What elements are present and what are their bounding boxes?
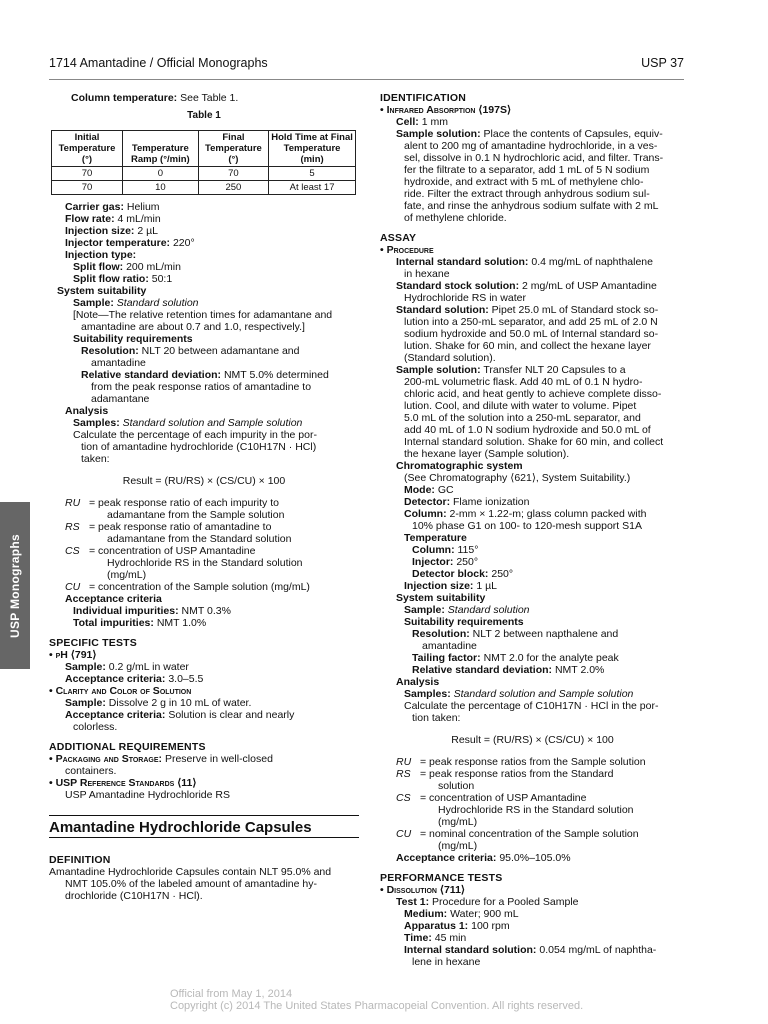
paragraph-label: Standard solution: <box>396 304 489 316</box>
chromatographic-heading: Chromatographic system <box>396 460 523 472</box>
internal-standard-cont: in hexane <box>404 268 450 280</box>
r-suitability-heading: Suitability requirements <box>404 616 524 628</box>
mode-line: Mode: GC <box>404 484 454 496</box>
definition-text: = concentration of USP Amantadine <box>89 545 256 557</box>
definition-line-1: Amantadine Hydrochloride Capsules contain NLT 95.0% and <box>49 866 332 878</box>
paragraph-line <box>380 152 685 164</box>
paragraph-line <box>380 304 685 316</box>
paragraph-text: (Standard solution). <box>404 352 496 364</box>
paragraph-line <box>380 436 685 448</box>
resolution-cont: amantadine <box>91 357 146 369</box>
paragraph-text: sel, dissolve in 0.1 N hydrochloric acid, and filter. Trans- <box>404 152 664 164</box>
r-rsd: Relative standard deviation: NMT 2.0% <box>412 664 605 676</box>
definition-heading: DEFINITION <box>49 854 111 866</box>
footer <box>170 988 583 1012</box>
definition-symbol: CS <box>396 792 411 804</box>
r-samples: Samples: Standard solution and Sample solution <box>404 688 634 700</box>
paragraph-label: Sample solution: <box>396 128 481 140</box>
table-header-cell: Initial Temperature (°) <box>52 131 123 167</box>
table-row <box>52 167 356 181</box>
definition-symbol: CU <box>65 581 81 593</box>
definition-text: = peak response ratio of amantadine to <box>89 521 272 533</box>
test1-line: Test 1: Procedure for a Pooled Sample <box>396 896 579 908</box>
paragraph-text: ride. Filter the extract through anhydrous sodium sul- <box>404 188 650 200</box>
table-header-cell: Hold Time at Final Temperature (min) <box>269 131 356 167</box>
paragraph-text: fer the filtrate to a separator, add 1 mL of 5 N sodium <box>404 164 650 176</box>
definition-text-cont: adamantane from the Standard solution <box>107 533 292 545</box>
param-value: 4 mL/min <box>117 213 161 225</box>
definition-item <box>380 768 685 792</box>
definition-item <box>49 521 359 545</box>
paragraph-text: alent to 200 mg of amantadine hydrochloride, in a ves- <box>404 140 658 152</box>
clarity-acceptance-cont: colorless. <box>73 721 118 733</box>
paragraph-text: add 40 mL of 1.0 N sodium hydroxide and 50.0 mL of <box>404 424 651 436</box>
calc-line-3: taken: <box>81 453 110 465</box>
tailing-factor: Tailing factor: NMT 2.0 for the analyte peak <box>412 652 619 664</box>
definition-text-cont: Hydrochloride RS in the Standard solution <box>438 804 634 816</box>
paragraph-text: Transfer NLT 20 Capsules to a <box>483 364 626 376</box>
definition-symbol: RS <box>396 768 411 780</box>
ph-sample: Sample: 0.2 g/mL in water <box>65 661 189 673</box>
param-line <box>49 225 359 237</box>
paragraph-line <box>380 412 685 424</box>
resolution-line: Resolution: NLT 20 between adamantane and <box>81 345 300 357</box>
paragraph-line <box>380 364 685 376</box>
definition-text-cont: (mg/mL) <box>107 569 147 581</box>
apparatus-line: Apparatus 1: 100 rpm <box>404 920 510 932</box>
paragraph-line <box>380 352 685 364</box>
definition-text: = peak response ratios from the Sample solution <box>420 756 646 768</box>
definition-text: = nominal concentration of the Sample solution <box>420 828 639 840</box>
definition-text-cont: Hydrochloride RS in the Standard solution <box>107 557 303 569</box>
suitability-requirements: Suitability requirements <box>73 333 193 345</box>
rsd-cont-1: from the peak response ratios of amantadine to <box>91 381 312 393</box>
note-line-1: [Note—The relative retention times for adamantane and <box>73 309 333 321</box>
table-cell: 70 <box>198 167 268 181</box>
standard-stock-line: Standard stock solution: 2 mg/mL of USP Amantadine <box>396 280 657 292</box>
temp-column: Column: 115° <box>412 544 479 556</box>
paragraph-text: of methylene chloride. <box>404 212 507 224</box>
definition-item <box>49 497 359 521</box>
paragraph-line <box>380 200 685 212</box>
paragraph-line <box>380 140 685 152</box>
table-cell: 5 <box>269 167 356 181</box>
definition-text: = peak response ratios from the Standard <box>420 768 614 780</box>
paragraph-text: 5.0 mL of the solution into a 250-mL separator, and <box>404 412 641 424</box>
paragraph-text: the hexane layer (Sample solution). <box>404 448 570 460</box>
monograph-rule-top <box>49 815 359 816</box>
right-column <box>380 92 685 968</box>
paragraph-text: 200-mL volumetric flask. Add 40 mL of 0.1 N hydro- <box>404 376 643 388</box>
additional-requirements-heading: ADDITIONAL REQUIREMENTS <box>49 741 206 753</box>
samples-line: Samples: Standard solution and Sample solution <box>73 417 303 429</box>
paragraph-text: lution into a 250-mL separator, and add 25 mL of 2.0 N <box>404 316 658 328</box>
paragraph-text: Internal standard solution. Shake for 60 min, and collect <box>404 436 664 448</box>
r-calc-1: Calculate the percentage of C10H17N · HCl in the por- <box>404 700 659 712</box>
dissolution-heading: • Dissolution ⟨711⟩ <box>380 884 466 896</box>
note-line-2: amantadine are about 0.7 and 1.0, respectively.] <box>81 321 305 333</box>
table-cell: 0 <box>122 167 198 181</box>
paragraph-text: hydroxide, and extract with 5 mL of methylene chlo- <box>404 176 644 188</box>
paragraph-line <box>380 188 685 200</box>
table-row <box>52 181 356 195</box>
analysis-heading: Analysis <box>65 405 109 417</box>
rsd-line: Relative standard deviation: NMT 5.0% determined <box>81 369 329 381</box>
detector-line: Detector: Flame ionization <box>404 496 530 508</box>
definition-item <box>380 756 685 768</box>
definition-line-3: drochloride (C10H17N · HCl). <box>65 890 203 902</box>
chromatographic-see: (See Chromatography ⟨621⟩, System Suitability.) <box>404 472 631 484</box>
definition-symbol: RU <box>396 756 412 768</box>
table-cell: 10 <box>122 181 198 195</box>
param-line <box>49 261 359 273</box>
monograph-title: Amantadine Hydrochloride Capsules <box>49 819 312 836</box>
definition-item <box>380 792 685 828</box>
r-acceptance: Acceptance criteria: 95.0%–105.0% <box>396 852 571 864</box>
section-tab: USP Monographs <box>0 502 30 669</box>
temp-detector: Detector block: 250° <box>412 568 514 580</box>
d-internal-standard-cont: lene in hexane <box>412 956 481 968</box>
sample-line: Sample: Standard solution <box>73 297 199 309</box>
reference-standards-value: USP Amantadine Hydrochloride RS <box>65 789 230 801</box>
time-line: Time: 45 min <box>404 932 467 944</box>
paragraph-text: lution. Cool, and dilute with water to volume. Pipet <box>404 400 637 412</box>
performance-heading: PERFORMANCE TESTS <box>380 872 503 884</box>
definition-text: = concentration of USP Amantadine <box>420 792 587 804</box>
medium-line: Medium: Water; 900 mL <box>404 908 519 920</box>
param-value: 220° <box>172 237 195 249</box>
param-value: 200 mL/min <box>126 261 181 273</box>
paragraph-line <box>380 128 685 140</box>
column-temperature-line: Column temperature: See Table 1. <box>71 92 239 104</box>
procedure-heading: • Procedure <box>380 244 434 256</box>
param-line <box>49 285 359 297</box>
definition-text: = peak response ratio of each impurity to <box>89 497 279 509</box>
clarity-acceptance: Acceptance criteria: Solution is clear and nearly <box>65 709 295 721</box>
r-calc-2: tion taken: <box>412 712 461 724</box>
r-analysis-heading: Analysis <box>396 676 440 688</box>
r-result-formula: Result = (RU/RS) × (CS/CU) × 100 <box>451 734 614 746</box>
left-column <box>49 92 359 902</box>
assay-heading: ASSAY <box>380 232 417 244</box>
definition-item <box>49 545 359 581</box>
paragraph-line <box>380 448 685 460</box>
paragraph-text: Pipet 25.0 mL of Standard stock so- <box>491 304 659 316</box>
definition-item <box>380 828 685 852</box>
definition-line-2: NMT 105.0% of the labeled amount of amantadine hy- <box>65 878 317 890</box>
paragraph-line <box>380 316 685 328</box>
definition-symbol: RU <box>65 497 81 509</box>
paragraph-text: lution. Shake for 60 min, and collect the hexane layer <box>404 340 651 352</box>
param-label: Injection type: <box>65 249 137 261</box>
param-label: Split flow: <box>73 261 124 273</box>
paragraph-line <box>380 376 685 388</box>
paragraph-text: chloric acid, and heat gently to achieve complete disso- <box>404 388 662 400</box>
definition-symbol: CS <box>65 545 80 557</box>
param-line <box>49 213 359 225</box>
individual-impurities: Individual impurities: NMT 0.3% <box>73 605 231 617</box>
paragraph-text: fate, and rinse the anhydrous sodium sulfate with 2 mL <box>404 200 659 212</box>
total-impurities: Total impurities: NMT 1.0% <box>73 617 207 629</box>
definition-symbol: RS <box>65 521 80 533</box>
result-formula: Result = (RU/RS) × (CS/CU) × 100 <box>122 475 286 487</box>
paragraph-label: Sample solution: <box>396 364 481 376</box>
table-cell: 250 <box>198 181 268 195</box>
identification-heading: IDENTIFICATION <box>380 92 467 104</box>
param-label: Injection size: <box>65 225 135 237</box>
param-line <box>49 273 359 285</box>
system-suitability-heading: System suitability <box>396 592 486 604</box>
temp-injector: Injector: 250° <box>412 556 479 568</box>
paragraph-text: Place the contents of Capsules, equiv- <box>483 128 663 140</box>
running-header-left: 1714 Amantadine / Official Monographs <box>49 56 268 70</box>
r-resolution-cont: amantadine <box>422 640 477 652</box>
infrared-heading: • Infrared Absorption ⟨197S⟩ <box>380 104 512 116</box>
calc-line-2: tion of amantadine hydrochloride (C10H17N · HCl) <box>81 441 317 453</box>
r-resolution: Resolution: NLT 2 between napthalene and <box>412 628 619 640</box>
definition-text-cont: solution <box>438 780 475 792</box>
paragraph-line <box>380 424 685 436</box>
packaging-cont: containers. <box>65 765 117 777</box>
clarity-sample: Sample: Dissolve 2 g in 10 mL of water. <box>65 697 252 709</box>
d-internal-standard: Internal standard solution: 0.054 mg/mL of naphtha- <box>404 944 657 956</box>
paragraph-line <box>380 340 685 352</box>
table-header-cell: Temperature Ramp (°/min) <box>122 131 198 167</box>
definition-text: = concentration of the Sample solution (mg/mL) <box>89 581 310 593</box>
running-header-right: USP 37 <box>641 56 684 70</box>
definition-symbol: CU <box>396 828 412 840</box>
column-line: Column: 2-mm × 1.22-m; glass column packed with <box>404 508 647 520</box>
paragraph-line <box>380 164 685 176</box>
table-caption: Table 1 <box>187 110 221 121</box>
injection-size: Injection size: 1 µL <box>404 580 498 592</box>
paragraph-text: sodium hydroxide and 50.0 mL of Internal standard so- <box>404 328 659 340</box>
param-label: Carrier gas: <box>65 201 124 213</box>
table-cell: 70 <box>52 167 123 181</box>
param-label: Split flow ratio: <box>73 273 149 285</box>
paragraph-line <box>380 212 685 224</box>
footer-line-2: Copyright (c) 2014 The United States Pharmacopeial Convention. All rights reserved. <box>170 1000 584 1012</box>
paragraph-line <box>380 388 685 400</box>
temperature-table <box>51 130 356 195</box>
param-value: 50:1 <box>151 273 173 285</box>
standard-stock-cont: Hydrochloride RS in water <box>404 292 526 304</box>
footer-line-1: Official from May 1, 2014 <box>170 988 293 1000</box>
specific-tests-heading: SPECIFIC TESTS <box>49 637 137 649</box>
param-label: Flow rate: <box>65 213 115 225</box>
r-sample-line: Sample: Standard solution <box>404 604 530 616</box>
clarity-heading: • Clarity and Color of Solution <box>49 685 192 697</box>
param-line <box>49 201 359 213</box>
table-cell: 70 <box>52 181 123 195</box>
acceptance-criteria-heading: Acceptance criteria <box>65 593 162 605</box>
rsd-cont-2: adamantane <box>91 393 150 405</box>
param-line <box>49 249 359 261</box>
paragraph-line <box>380 176 685 188</box>
reference-standards-heading: • USP Reference Standards ⟨11⟩ <box>49 777 197 789</box>
calc-line-1: Calculate the percentage of each impurity in the por- <box>73 429 317 441</box>
column-cont: 10% phase G1 on 100- to 120-mesh support S1A <box>412 520 642 532</box>
paragraph-line <box>380 328 685 340</box>
table-cell: At least 17 <box>269 181 356 195</box>
ph-acceptance: Acceptance criteria: 3.0–5.5 <box>65 673 204 685</box>
definition-item <box>49 581 359 593</box>
definition-text-cont: (mg/mL) <box>438 840 478 852</box>
definition-text-cont: adamantane from the Sample solution <box>107 509 285 521</box>
internal-standard-line: Internal standard solution: 0.4 mg/mL of naphthalene <box>396 256 653 268</box>
param-label: Injector temperature: <box>65 237 171 249</box>
table-header-cell: Final Temperature (°) <box>198 131 268 167</box>
param-line <box>49 237 359 249</box>
definition-text-cont: (mg/mL) <box>438 816 478 828</box>
cell-line: Cell: 1 mm <box>396 116 448 128</box>
param-label: System suitability <box>57 285 147 297</box>
ph-heading: • pH ⟨791⟩ <box>49 649 97 661</box>
paragraph-line <box>380 400 685 412</box>
temperature-heading: Temperature <box>404 532 467 544</box>
header-rule <box>49 79 684 80</box>
param-value: 2 µL <box>137 225 159 237</box>
param-value: Helium <box>126 201 160 213</box>
packaging-line: • Packaging and Storage: Preserve in well-closed <box>49 753 273 765</box>
